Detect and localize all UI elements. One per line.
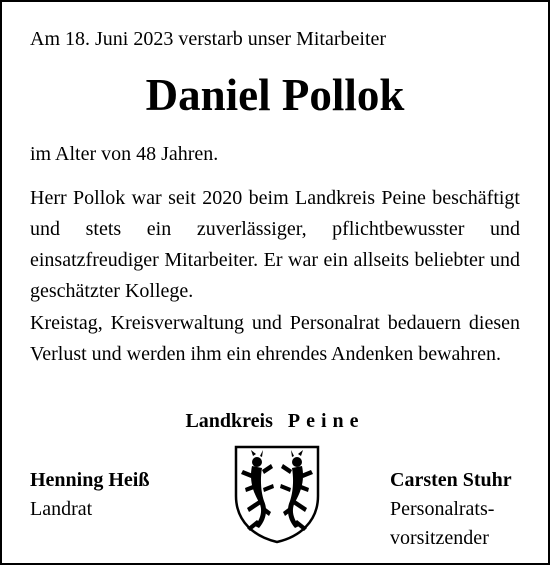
organization-name bbox=[2, 408, 548, 434]
condolence-paragraph: Kreistag, Kreisverwaltung und Personalrat bedauern diesen Verlust und werden ihm ein ehrendes Andenken bewahren. bbox=[30, 312, 520, 365]
signatory-left-name: Henning Heiß bbox=[30, 469, 150, 491]
intro-text: Am 18. Juni 2023 verstarb unser Mitarbeiter bbox=[30, 28, 387, 50]
deceased-name: Daniel Pollok bbox=[145, 70, 405, 120]
age-text: im Alter von 48 Jahren. bbox=[30, 143, 219, 165]
organization-prefix: Landkreis bbox=[185, 410, 273, 432]
signatory-right-role-line-2: vorsitzender bbox=[390, 527, 489, 549]
coat-of-arms-icon bbox=[233, 444, 321, 544]
signatory-right bbox=[390, 466, 512, 553]
organization-district: Peine bbox=[287, 410, 365, 432]
tribute-paragraph: Herr Pollok war seit 2020 beim Landkreis Peine beschäftigt und stets ein zuverlässiger, pflichtbewusster und einsatzfreudiger Mitarbeiter. Er war ein allseits beliebter und geschätzter Kollege. bbox=[30, 187, 520, 302]
signatory-left-role: Landrat bbox=[30, 498, 93, 520]
signatory-right-name: Carsten Stuhr bbox=[390, 469, 512, 491]
signatory-right-role-line-1: Personalrats- bbox=[390, 498, 495, 520]
signatory-left bbox=[30, 466, 149, 524]
